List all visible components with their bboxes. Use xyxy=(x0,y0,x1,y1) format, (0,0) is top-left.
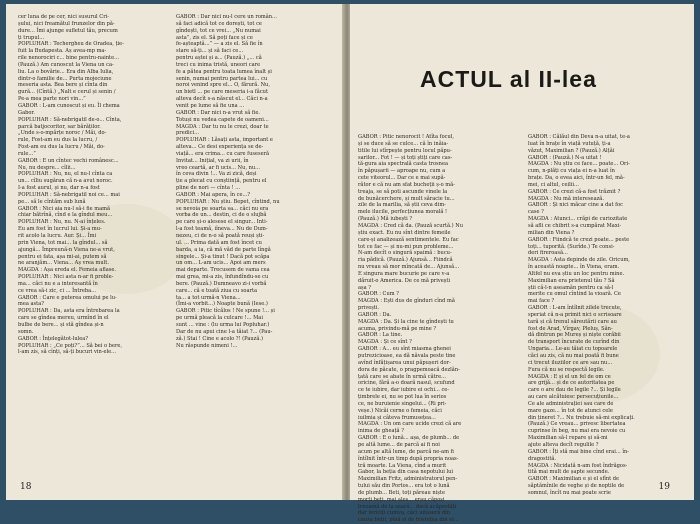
text-line: Gabor. xyxy=(18,109,35,116)
text-line: rule...” xyxy=(18,150,36,157)
text-line: parcă batjocoritor, sar bărăților. xyxy=(18,123,101,130)
text-line: MAGDA : Nu știu ce face... poate... Ori- xyxy=(528,161,630,168)
text-line: GABOR : Dar nici n-a vrut să fie. xyxy=(176,109,260,116)
text-line: căci au zis, că nu mai poată fi bune xyxy=(528,353,619,359)
text-line: de plumb... Beti, toți păreau niște xyxy=(358,489,445,496)
text-line: GABOR : Dar nici nu-l cere un român... xyxy=(176,14,277,20)
text-line: ți trupul... xyxy=(18,34,45,41)
page-number-right: 19 xyxy=(658,482,670,492)
text-line: MAGDA : Nicidată n-am fost îndrăgos- xyxy=(528,462,628,469)
text-line: tă-gura aia spectrală casta trosnea xyxy=(358,161,449,168)
text-line: MAGDA : Asta depinde de zile. Oricum, xyxy=(528,257,630,264)
text-line: Fost-am eu dus la lucru / Măi, do- xyxy=(18,144,105,151)
text-line: gîndești, tot ce vrei... „Nu numai xyxy=(176,27,261,34)
text-line: cete viteorul... Dar ce e mai supă- xyxy=(358,175,446,182)
text-line: MAGDA : E și el un fel de om ce xyxy=(528,373,611,380)
text-line: mai grea, mi-a zis, înfundîndu-se cu xyxy=(176,274,269,281)
text-line: GABOR : L-am cunoscut și eu. Îl chema xyxy=(18,102,120,109)
text-line: (Pauză.) Mă iubești ? xyxy=(358,216,413,223)
text-line: dure... Îmi ajunge sufletul tău, precum xyxy=(18,27,118,34)
text-line: deri fireroasă... xyxy=(528,250,568,257)
text-line: pe... să le cîntăm sub lună xyxy=(18,198,86,205)
text-line: POPLUHAR : Să-nebrigatil noi ce... mai xyxy=(18,191,120,198)
text-line: ce te iubire, dar iubire ei ochi... ce- xyxy=(358,387,450,394)
text-line: Fura că nu se respectă legile. xyxy=(528,366,605,373)
right-column-1 xyxy=(358,134,516,524)
text-line: GABOR : Fiindcă te crezi poate... peste xyxy=(528,236,630,243)
text-line: ta... a tot urmă-n Viena... xyxy=(176,294,241,301)
text-line: GABOR : Ce crezi că-a fost trăznit ? xyxy=(528,188,621,195)
text-line: POPLUHAR : Nu, nu, el nu-l cînta ca xyxy=(18,171,113,178)
text-line: alteva decît s-a născut el... Căci n-a xyxy=(176,96,268,103)
text-line: GABOR : Cum ? xyxy=(358,291,399,298)
text-line: care... că e toată ziua cu soarta xyxy=(176,287,258,294)
text-line: pentru aștei și a... (Pauză.) „... că xyxy=(176,55,262,62)
text-line: care o are dau de legile ?... Și legile xyxy=(528,387,621,394)
text-line: MAGDA : Nu mă interesează. xyxy=(528,195,604,202)
text-line: titile lui stîrpește pentru locul păpu- xyxy=(358,147,452,154)
text-line: GABOR : E un cîntec vechi românesc... xyxy=(18,157,119,164)
text-line: case ? xyxy=(528,209,544,216)
text-line: un... cîliu sugăran că n-a avut noroc. xyxy=(18,178,113,185)
text-line: ne aranjăm... Viena... Aș vrea mult. xyxy=(18,260,109,267)
text-line: POPLUHAR : „Ce poți?”... Să bei o bere, xyxy=(18,342,123,349)
text-line: POPLUHAR : Lăsați asta, important e xyxy=(176,137,273,144)
text-line: fe-așteaptă...” — a zis el. Să fie în xyxy=(176,41,263,48)
left-column-2 xyxy=(176,14,326,349)
text-line: vreo ceartă, ar fi ucis... Nu, nu... xyxy=(176,164,261,171)
text-line: întîlnit într-un timp după propria noas- xyxy=(358,455,459,462)
text-line: nu vreau să mor mîncată de... Ajunsă... xyxy=(358,264,460,271)
text-line: morți beți, mai ales... erau căpoși xyxy=(358,496,445,503)
text-line: MAGDA : Dar tu nu le crezi, doar te xyxy=(176,123,269,130)
text-line: privești. xyxy=(358,305,380,312)
text-line: treci cu inima tristă, uneori care xyxy=(176,61,261,68)
text-line: ajungă... Împreună-n Viena ne-a vrut, xyxy=(18,246,115,253)
text-line: (Pauză.) Ce vreau... privesc libertatea xyxy=(528,421,626,428)
text-line: Maximilian să-l repare și să-mi xyxy=(528,435,608,442)
text-line: fuit la Budapesta. Aș avea-mp ma- xyxy=(18,48,107,55)
text-line: în păpușarii — aproape nu, cum a xyxy=(358,168,446,175)
text-line: GABOR : Călăul din Deva n-a uitat, te-a xyxy=(528,134,630,140)
text-line: stare să-ți... și să faci ce... xyxy=(176,48,244,55)
text-line: țimbrele ei, nu se pot lua în serios xyxy=(358,394,447,401)
text-line: să afli ce chibrit s-a cumpărat Maxi- xyxy=(528,222,622,229)
text-line: săptămînile de veghe și de noptile de xyxy=(528,483,625,490)
text-line: POPLUHAR : Nu știu. Bepet, cîntind, nu xyxy=(176,198,280,205)
text-line: dintr-o familie de... Purta mojeciune xyxy=(18,75,112,82)
text-line: ce, ne buruienie singelui... (Ri pri- xyxy=(358,400,447,407)
text-line: veșe.) Nicăi cerne o femeia, căci xyxy=(358,407,442,414)
text-line: (Îmi-a vorbit...) Noapte bună (Iese.) xyxy=(176,301,268,308)
text-line: toți... tuporită. (Surîde.) Te consi- xyxy=(528,243,615,250)
text-line: mare gaze... în tot de atunci cele xyxy=(528,407,613,414)
text-line: tului său din Portos... era tot o lună xyxy=(358,483,450,490)
text-line: MAGDA : Da. Și la cine te gîndești tu xyxy=(358,318,454,325)
text-line: și se duce să se culce... că în inăia- xyxy=(358,140,449,147)
text-line: inima de gheață ? xyxy=(358,428,404,435)
text-line: rile nenorociri c... bine pentru-nainte... xyxy=(18,55,119,62)
text-line: așa ? xyxy=(358,284,372,291)
text-line: pentru ei fata, așa mi-ai, putem să xyxy=(18,253,107,260)
text-line: oricine, fără a-o doară nasul, scufund xyxy=(358,380,455,387)
text-line: POPLUHAR : Nu, nu. N-ai înțeles. xyxy=(18,219,106,226)
text-line: tară și că trenul săreutării care au xyxy=(528,318,617,325)
text-line: venit pe lume să fie una ... xyxy=(176,102,245,109)
text-line: pe urmă pleacă la culcare !... Mai xyxy=(176,315,263,322)
text-line: chiar bătrînă, cînd e la gîndul meu... xyxy=(18,212,113,219)
text-line: GABOR : Îți stă mai bine cînd erai... în- xyxy=(528,448,629,455)
text-line: tră moarte. La Viena, cînd a murit xyxy=(358,462,447,469)
text-line: un bietl ... pe care meseria i-a făcut xyxy=(176,89,269,96)
text-line: ul. ... Prima dată am fost încet cu xyxy=(176,239,262,246)
text-line: MAGDA : Așa ereda el. Femeia aflase. xyxy=(18,267,117,274)
text-line: merite cu omul cîntind la vioară. Ce xyxy=(528,291,621,298)
text-line: predici... xyxy=(176,130,199,137)
text-line: Maximilian Fritz, administratorul pen- xyxy=(358,476,458,483)
text-line: pe care și-o alesese el singur... Inti- xyxy=(176,219,268,226)
text-line: Dar de nu apui cine l-a tăiat ?... (Pau- xyxy=(176,328,273,335)
right-column-2 xyxy=(528,134,678,497)
text-line: mei, ci altul, ceilii... xyxy=(528,181,579,188)
text-line: prin Viena, tot mai... la gîndul... să xyxy=(18,239,108,246)
text-line: de bunăcerchere, și mult săracie tu... xyxy=(358,195,455,202)
text-line: GABOR : Nici aia nu-l să-i fie mamă xyxy=(18,205,110,212)
text-line: Eu am fost în lucrul lui. Și-a mu- xyxy=(18,226,102,233)
text-line: GABOR : (Pauză.) N-a uitat ! xyxy=(528,154,602,161)
text-line: ci trecut iluziilor ce are sau nu... xyxy=(528,359,613,366)
text-line: POPLUHAR : Să-nebrigatil de-o... Cînta, xyxy=(18,116,122,123)
text-line: GABOR : La tine. xyxy=(358,332,403,339)
text-line: rit acolo la lucru. Aur. Și... Îmi xyxy=(18,233,97,239)
text-line: GABOR : A... eu sînt miasma ghenei xyxy=(358,346,451,353)
text-line: ză.) Stai ! Cine e acolo ?! (Pauză.) xyxy=(176,335,264,342)
text-line: dragostită. xyxy=(528,455,557,462)
text-line: șului, nici freamătul frunzelor din pă- xyxy=(18,20,115,27)
text-line: Ce ale administrației sau care de xyxy=(528,400,614,407)
text-line: liu. La o bovărie... Era din Alba Iulia, xyxy=(18,68,114,75)
text-line: care-și analizează sentimentele. Eu fac xyxy=(358,236,459,243)
text-line: rule, Fost-am eu dus la lucru, / xyxy=(18,137,98,144)
text-line: mai face ? xyxy=(528,298,555,305)
text-line: Nu răspunde nimeni !... xyxy=(176,342,238,349)
text-line: mai departe. Trecusem de vama cea xyxy=(176,267,270,274)
text-line: ma... căci nu e a interesantă în xyxy=(18,280,98,287)
text-line: alteva... Ce desi experiența se de- xyxy=(176,144,264,151)
text-line: Maximilian era prietenul tău ? Să xyxy=(528,277,615,284)
text-line: cuprinse în beg, nu mai era nevoie cu xyxy=(528,428,626,435)
text-line: treaja, se să poti ascunde vinele la xyxy=(358,188,448,195)
text-line: somnul, încît nu mai poate scrie xyxy=(528,489,611,496)
text-line: speriat că n-a primit nici o scrisoare xyxy=(528,311,622,318)
text-line: acum pe altă lume, de parcă ne-am fi xyxy=(358,448,454,455)
text-line: noroi venind spre el... O, fărură. Nu, xyxy=(176,82,270,89)
text-line: GABOR : Și nici măcar cine a dat foc xyxy=(528,202,623,209)
text-line: MAGDA : Cred că da. (Pauză scurtă.) Nu xyxy=(358,222,464,229)
text-line: avînd înfățișarea unui păpușeri dor- xyxy=(358,359,451,366)
text-line: ție a plecat cu conștiință, pentru el xyxy=(176,178,267,185)
text-line: milian din Viena ? xyxy=(528,229,575,236)
text-line: GABOR : Pitic tîcălos ! Ne spune !... și xyxy=(176,308,275,315)
text-line: vorba de un... destin, ci de o slujbă xyxy=(176,212,267,219)
text-line: cauza beții, pînă și de tristețea din ei... xyxy=(358,517,459,524)
text-line: dă dintrun pe Mureș și niște corăbii xyxy=(528,332,621,339)
text-line: brațe. Da, o evea aici, într-un fel, mă- xyxy=(528,175,625,182)
text-line: sunt ... vine : (lu urma lui Popluhar.) xyxy=(176,321,270,328)
text-line: MAGDA : Un om care ucide crezi că are xyxy=(358,421,462,428)
text-line: barda, a ia, că mă văd de parte lîngă xyxy=(176,246,271,253)
text-line: Altfel nu eva știu un loc pentru mine. xyxy=(528,270,625,277)
text-line: fe a pătea pentru toata lumea înalt și xyxy=(176,68,272,75)
text-line: știi că-l-n aseamăn pentru ca să-l xyxy=(528,284,614,291)
text-line: GABOR : L-am întîlnit zilele trecute, xyxy=(528,305,622,312)
text-line: tot ce fac — și nu-mi pun probleme... xyxy=(358,243,454,250)
text-line: ria pădică. (Pauză.) Ajunsă... Fiindcă xyxy=(358,257,453,264)
text-line: GABOR : Care e puterea omului pe lu- xyxy=(18,294,117,301)
text-line: GABOR : Da. xyxy=(358,311,392,318)
text-line: senin, numai pentru partea lui... cu xyxy=(176,75,268,82)
text-line: pe altă lume... de parcă ai fi noi xyxy=(358,441,440,448)
text-line: gură... (Cîntă.) „Nalt e cerul și senin / xyxy=(18,89,116,96)
text-line: Ungaria... Le-au tăiat cu topoarele xyxy=(528,346,618,353)
text-line: Gabor, la beția din casa nepotului lui xyxy=(358,469,454,476)
text-line: GABOR : Maximilian e și el sfînt de xyxy=(528,476,620,483)
text-line: Totuși nu vedea capete de oameni... xyxy=(176,116,269,123)
text-line: tită mai mult de șapte secunde. xyxy=(528,469,610,476)
text-line: iuilmia și câteva frumusețea... xyxy=(358,414,436,421)
text-line: dar fericiți cumva, căci uitaseră din xyxy=(358,510,451,517)
text-line: MAGDA : Și ce sînt ? xyxy=(358,339,412,346)
text-line: I-a fost aurul, și nu, dar n-a fost xyxy=(18,185,100,192)
text-line: ce vrea să-i zic, ci ... Întreba... xyxy=(18,287,97,294)
text-line: E singura mare bucurie pe care v-a xyxy=(358,270,450,277)
text-line: „Unde s-o-mpărțe noroc / Măi, do- xyxy=(18,130,107,137)
text-line: dăruit-o America. De ce mă privești xyxy=(358,277,451,284)
text-line: (Pauză.) Am cunoscut la Viena un ca- xyxy=(18,61,114,68)
text-line: cum, n-plăți cu viața ei n-a luat în xyxy=(528,168,615,175)
right-page xyxy=(350,4,694,524)
text-line: în această noapte... în Viena, eram. xyxy=(528,264,620,271)
text-line: singele... Și-a tinut ! Dacă pot scăpa xyxy=(176,253,270,260)
text-line: ajute alteva decît regulile ? xyxy=(528,441,599,448)
text-line: GABOR : E o lună... așa, de plumb... de xyxy=(358,435,460,442)
text-line: MAGDA : Ești dus de gînduri cînd mă xyxy=(358,298,455,305)
text-line: se nevoia pe soarta sa... căci nu era xyxy=(176,205,269,212)
text-line: GABOR : Înțelegătot-lulea? xyxy=(18,335,89,342)
text-line: POPLUHAR : Nici asta n-ar fi proble- xyxy=(18,274,114,281)
text-line: l-a fost teamă, iîneva... Nu de Dum- xyxy=(176,226,268,233)
text-line: din țineret ?... Nu trebuie să-mi explicați. xyxy=(528,414,635,421)
text-line: bere. (Pauză.) Dumneavo zi-i vorbă xyxy=(176,280,267,287)
text-line: știu exact. Eu nu sînt dintre femeile xyxy=(358,229,451,236)
text-line: Nu, nu despre... cîlii... xyxy=(18,164,76,171)
text-line: N-am decît o singură spaimă : bucu- xyxy=(358,250,452,257)
text-line: are grijă... și de ce autoritatea pe xyxy=(528,380,615,387)
text-line: l-am zis, să cînți, să-ți bucuri vin-ele... xyxy=(18,349,116,356)
text-line: Invitat... Inițial, va zi urii, în xyxy=(176,157,249,164)
text-line: mea asta? xyxy=(18,301,44,308)
text-line: un om... L-am ucis... Apoi am mers xyxy=(176,260,266,267)
text-line: POPLUHAR : Da, asta era întrebarea la xyxy=(18,308,120,315)
text-line: văzut, Maximilian ? (Pauză.) Alțăi xyxy=(528,147,615,154)
text-line: dora de păcate, o pragpemoacă dezlăn- xyxy=(358,366,460,373)
text-line: nezeu, ci de n-o să poată reuși ști- xyxy=(176,233,265,239)
text-line: fost de Arad, Vîrgav, Pleluș, Săn- xyxy=(528,325,613,332)
text-line: GABOR : Mai apera, în ce...? xyxy=(176,191,251,198)
text-line: pline de nori — cînta ! ... xyxy=(176,185,241,192)
text-line: Pe-a mea parte nori vin...” xyxy=(18,96,86,103)
left-page xyxy=(6,4,344,500)
text-line: țată care se abate în urmă către... xyxy=(358,373,446,380)
text-line: bulbe de bere... și stă gîndea și-n xyxy=(18,321,104,328)
text-line: mele ilucile, perfecțiunea morală ! xyxy=(358,209,448,216)
text-line: MAGDA : Atunci... crăpi de curiozitate xyxy=(528,216,628,223)
text-line: meseria asta. Bea bere și cînta din xyxy=(18,82,108,89)
text-line: viață... era crima... cu care fuseseră xyxy=(176,150,270,157)
text-line: luat în brațe în viață vutuță, ți-a xyxy=(528,140,611,147)
text-line: somn. xyxy=(18,328,34,335)
text-line: GABOR : Pitic nenorocit ! Atîta focul, xyxy=(358,134,455,140)
text-line: acuma, privindu-mă pe mine ? xyxy=(358,325,437,332)
text-line: de transport încurate de curînd din xyxy=(528,339,620,346)
text-line: sarilor... Fot ! — și toți știți care cas- xyxy=(358,154,453,161)
text-line: au care alcătuiesc persecuțiunile... xyxy=(528,394,619,401)
page-number-left: 18 xyxy=(20,482,32,492)
text-line: asta”, zis el. Să poți face și ce xyxy=(176,34,253,41)
text-line: în ceva divin !... Va zi zică, deși xyxy=(176,171,257,178)
text-line: să faci adică tot ce dorești, tot ce xyxy=(176,20,262,27)
text-line: care se gîndea mereu, urmînd în el xyxy=(18,315,109,322)
text-line: treoamă de la seară... dacă acăpostăți xyxy=(358,503,457,510)
left-column-1 xyxy=(18,14,160,356)
text-line: putrezicioase, ea dă năvala peste tine xyxy=(358,353,456,359)
text-line: rător e că nu am sfat bucheții ș-o mă- xyxy=(358,181,455,188)
text-line: cer luna de pe cer, nici susurul Cri- xyxy=(18,14,109,20)
text-line: zile de la marilia, să știi ceva dim- xyxy=(358,202,446,209)
act-title: ACTUL al II-lea xyxy=(420,66,597,92)
text-line: POPLUHAR : Techergheu de Oradea, ție- xyxy=(18,41,124,48)
